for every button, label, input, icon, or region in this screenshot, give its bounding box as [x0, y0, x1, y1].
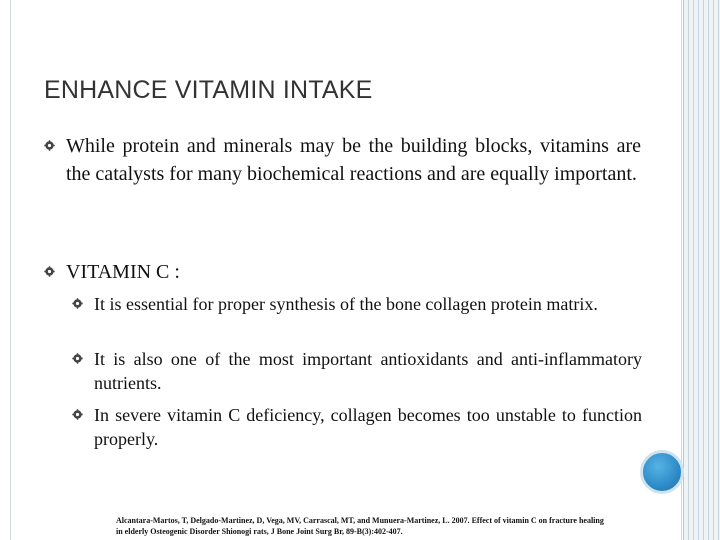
- gear-bullet-icon: [72, 409, 83, 420]
- decorative-blue-circle: [640, 450, 684, 494]
- gear-bullet-icon: [72, 353, 83, 364]
- decorative-side-stripes: [683, 0, 720, 540]
- slide-title: ENHANCE VITAMIN INTAKE: [44, 76, 373, 104]
- citation-text: Alcantara-Martos, T, Delgado-Martinez, D, Vega, MV, Carrascal, MT, and Munuera-Martinez, L. 2007. Effect of vitamin C on fracture healing in elderly Osteogenic Disorder Shionogi rats, J Bone Joint Surg Br, 89-B(3):402-407.: [116, 516, 604, 536]
- sub-bullet-text-1: It is essential for proper synthesis of the bone collagen protein matrix.: [94, 294, 598, 314]
- sub-bullet-text-3: In severe vitamin C deficiency, collagen becomes too unstable to function properly.: [94, 405, 642, 449]
- gear-bullet-icon: [72, 298, 83, 309]
- bullet-text-2: VITAMIN C :: [66, 261, 180, 283]
- gear-bullet-icon: [44, 266, 55, 277]
- bullet-text-1: While protein and minerals may be the building blocks, vitamins are the catalysts for many biochemical reactions and are equally important.: [66, 135, 641, 185]
- gear-bullet-icon: [44, 140, 55, 151]
- sub-bullet-text-2: It is also one of the most important antioxidants and anti‑inflammatory nutrients.: [94, 349, 642, 393]
